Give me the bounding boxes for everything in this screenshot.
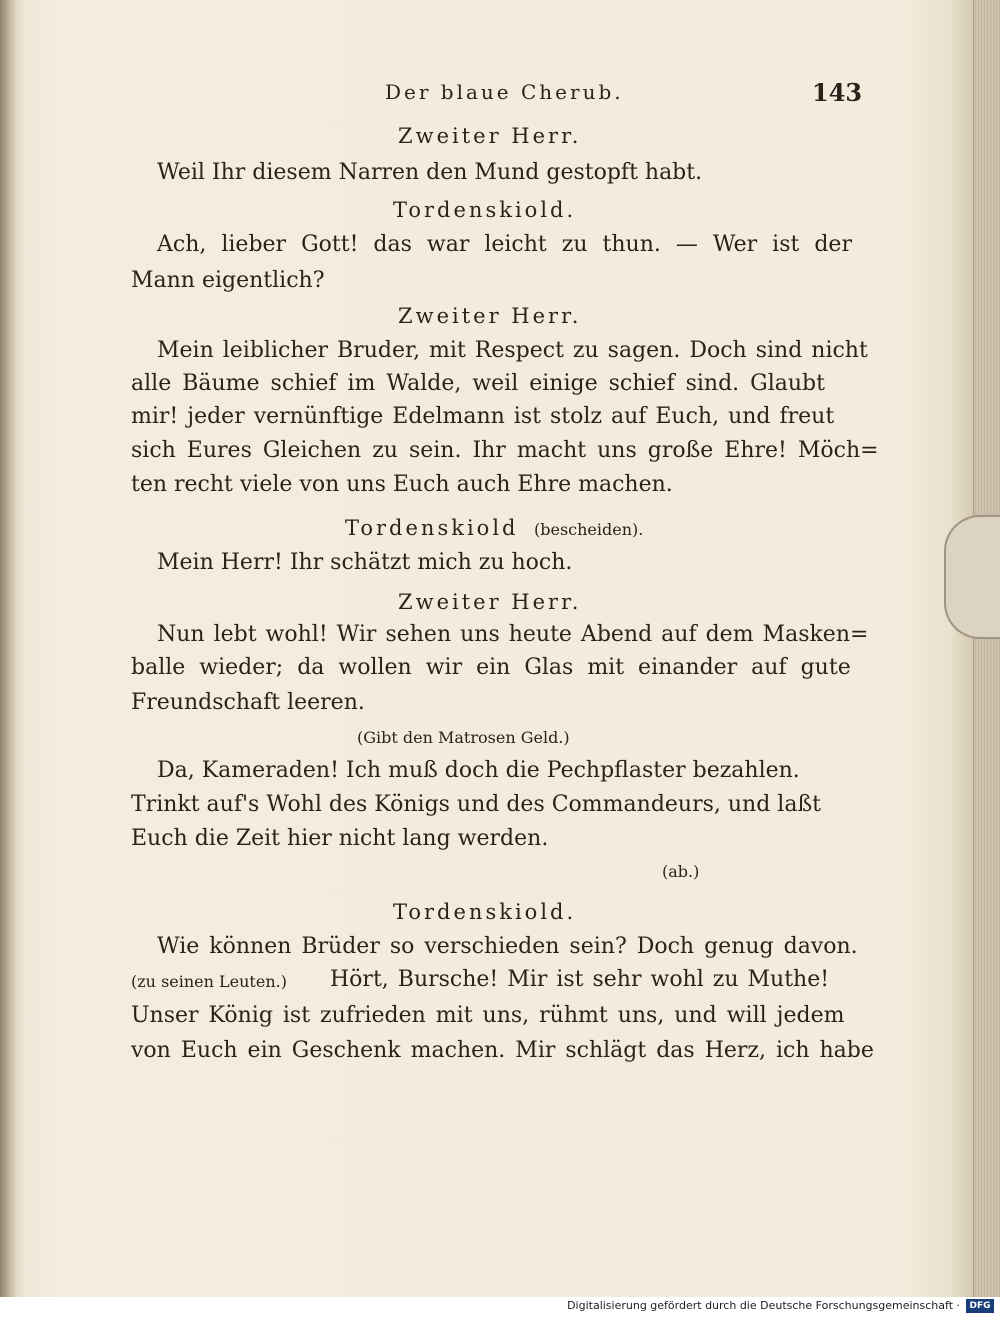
page-number: 143 — [812, 78, 863, 107]
text-line: Trinkt auf's Wohl des Königs und des Commandeurs, und laßt — [131, 792, 821, 817]
speaker-heading: Tordenskiold — [345, 516, 519, 540]
funding-notice: Digitalisierung gefördert durch die Deutsche Forschungsgemeinschaft · — [567, 1299, 960, 1312]
thumb-index-tab — [944, 515, 1000, 639]
left-page-curl — [0, 0, 18, 1297]
running-head: Der blaue Cherub. — [385, 80, 624, 104]
text-line: Wie können Brüder so verschieden sein? Doch genug davon. — [157, 934, 858, 959]
speaker-heading: Zweiter Herr. — [398, 124, 582, 148]
speaker-heading: Zweiter Herr. — [398, 304, 582, 328]
text-line: Ach, lieber Gott! das war leicht zu thun. — Wer ist der — [157, 232, 852, 257]
text-line: Mann eigentlich? — [131, 268, 325, 293]
text-line: Mein Herr! Ihr schätzt mich zu hoch. — [157, 550, 573, 575]
text-line: Mein leiblicher Bruder, mit Respect zu sagen. Doch sind nicht — [157, 338, 868, 363]
right-page-edges — [973, 0, 1000, 1297]
stage-direction: (bescheiden). — [534, 520, 644, 539]
text-line: mir! jeder vernünftige Edelmann ist stolz auf Euch, und freut — [131, 404, 835, 429]
text-line: ten recht viele von uns Euch auch Ehre machen. — [131, 472, 673, 497]
stage-direction: (ab.) — [662, 862, 700, 881]
text-line: balle wieder; da wollen wir ein Glas mit einander auf gute — [131, 655, 851, 680]
speaker-heading: Zweiter Herr. — [398, 590, 582, 614]
speaker-heading: Tordenskiold. — [393, 198, 577, 222]
speaker-heading: Tordenskiold. — [393, 900, 577, 924]
stage-direction: (zu seinen Leuten.) — [131, 972, 287, 991]
text-line: Euch die Zeit hier nicht lang werden. — [131, 826, 549, 851]
footer-bar — [0, 1297, 1000, 1317]
text-line: Unser König ist zufrieden mit uns, rühmt uns, und will jedem — [131, 1003, 845, 1028]
text-line: von Euch ein Geschenk machen. Mir schlägt das Herz, ich habe — [131, 1038, 874, 1063]
stage-direction: (Gibt den Matrosen Geld.) — [357, 728, 570, 747]
text-line: alle Bäume schief im Walde, weil einige schief sind. Glaubt — [131, 371, 825, 396]
text-line: Weil Ihr diesem Narren den Mund gestopft habt. — [157, 160, 703, 185]
dfg-logo: DFG — [966, 1299, 994, 1313]
text-line: Nun lebt wohl! Wir sehen uns heute Abend auf dem Masken= — [157, 622, 869, 647]
text-line: Da, Kameraden! Ich muß doch die Pechpflaster bezahlen. — [157, 758, 800, 783]
text-line: Freundschaft leeren. — [131, 690, 365, 715]
text-line: sich Eures Gleichen zu sein. Ihr macht uns große Ehre! Möch= — [131, 438, 879, 463]
text-line: Hört, Bursche! Mir ist sehr wohl zu Muthe! — [330, 967, 830, 992]
